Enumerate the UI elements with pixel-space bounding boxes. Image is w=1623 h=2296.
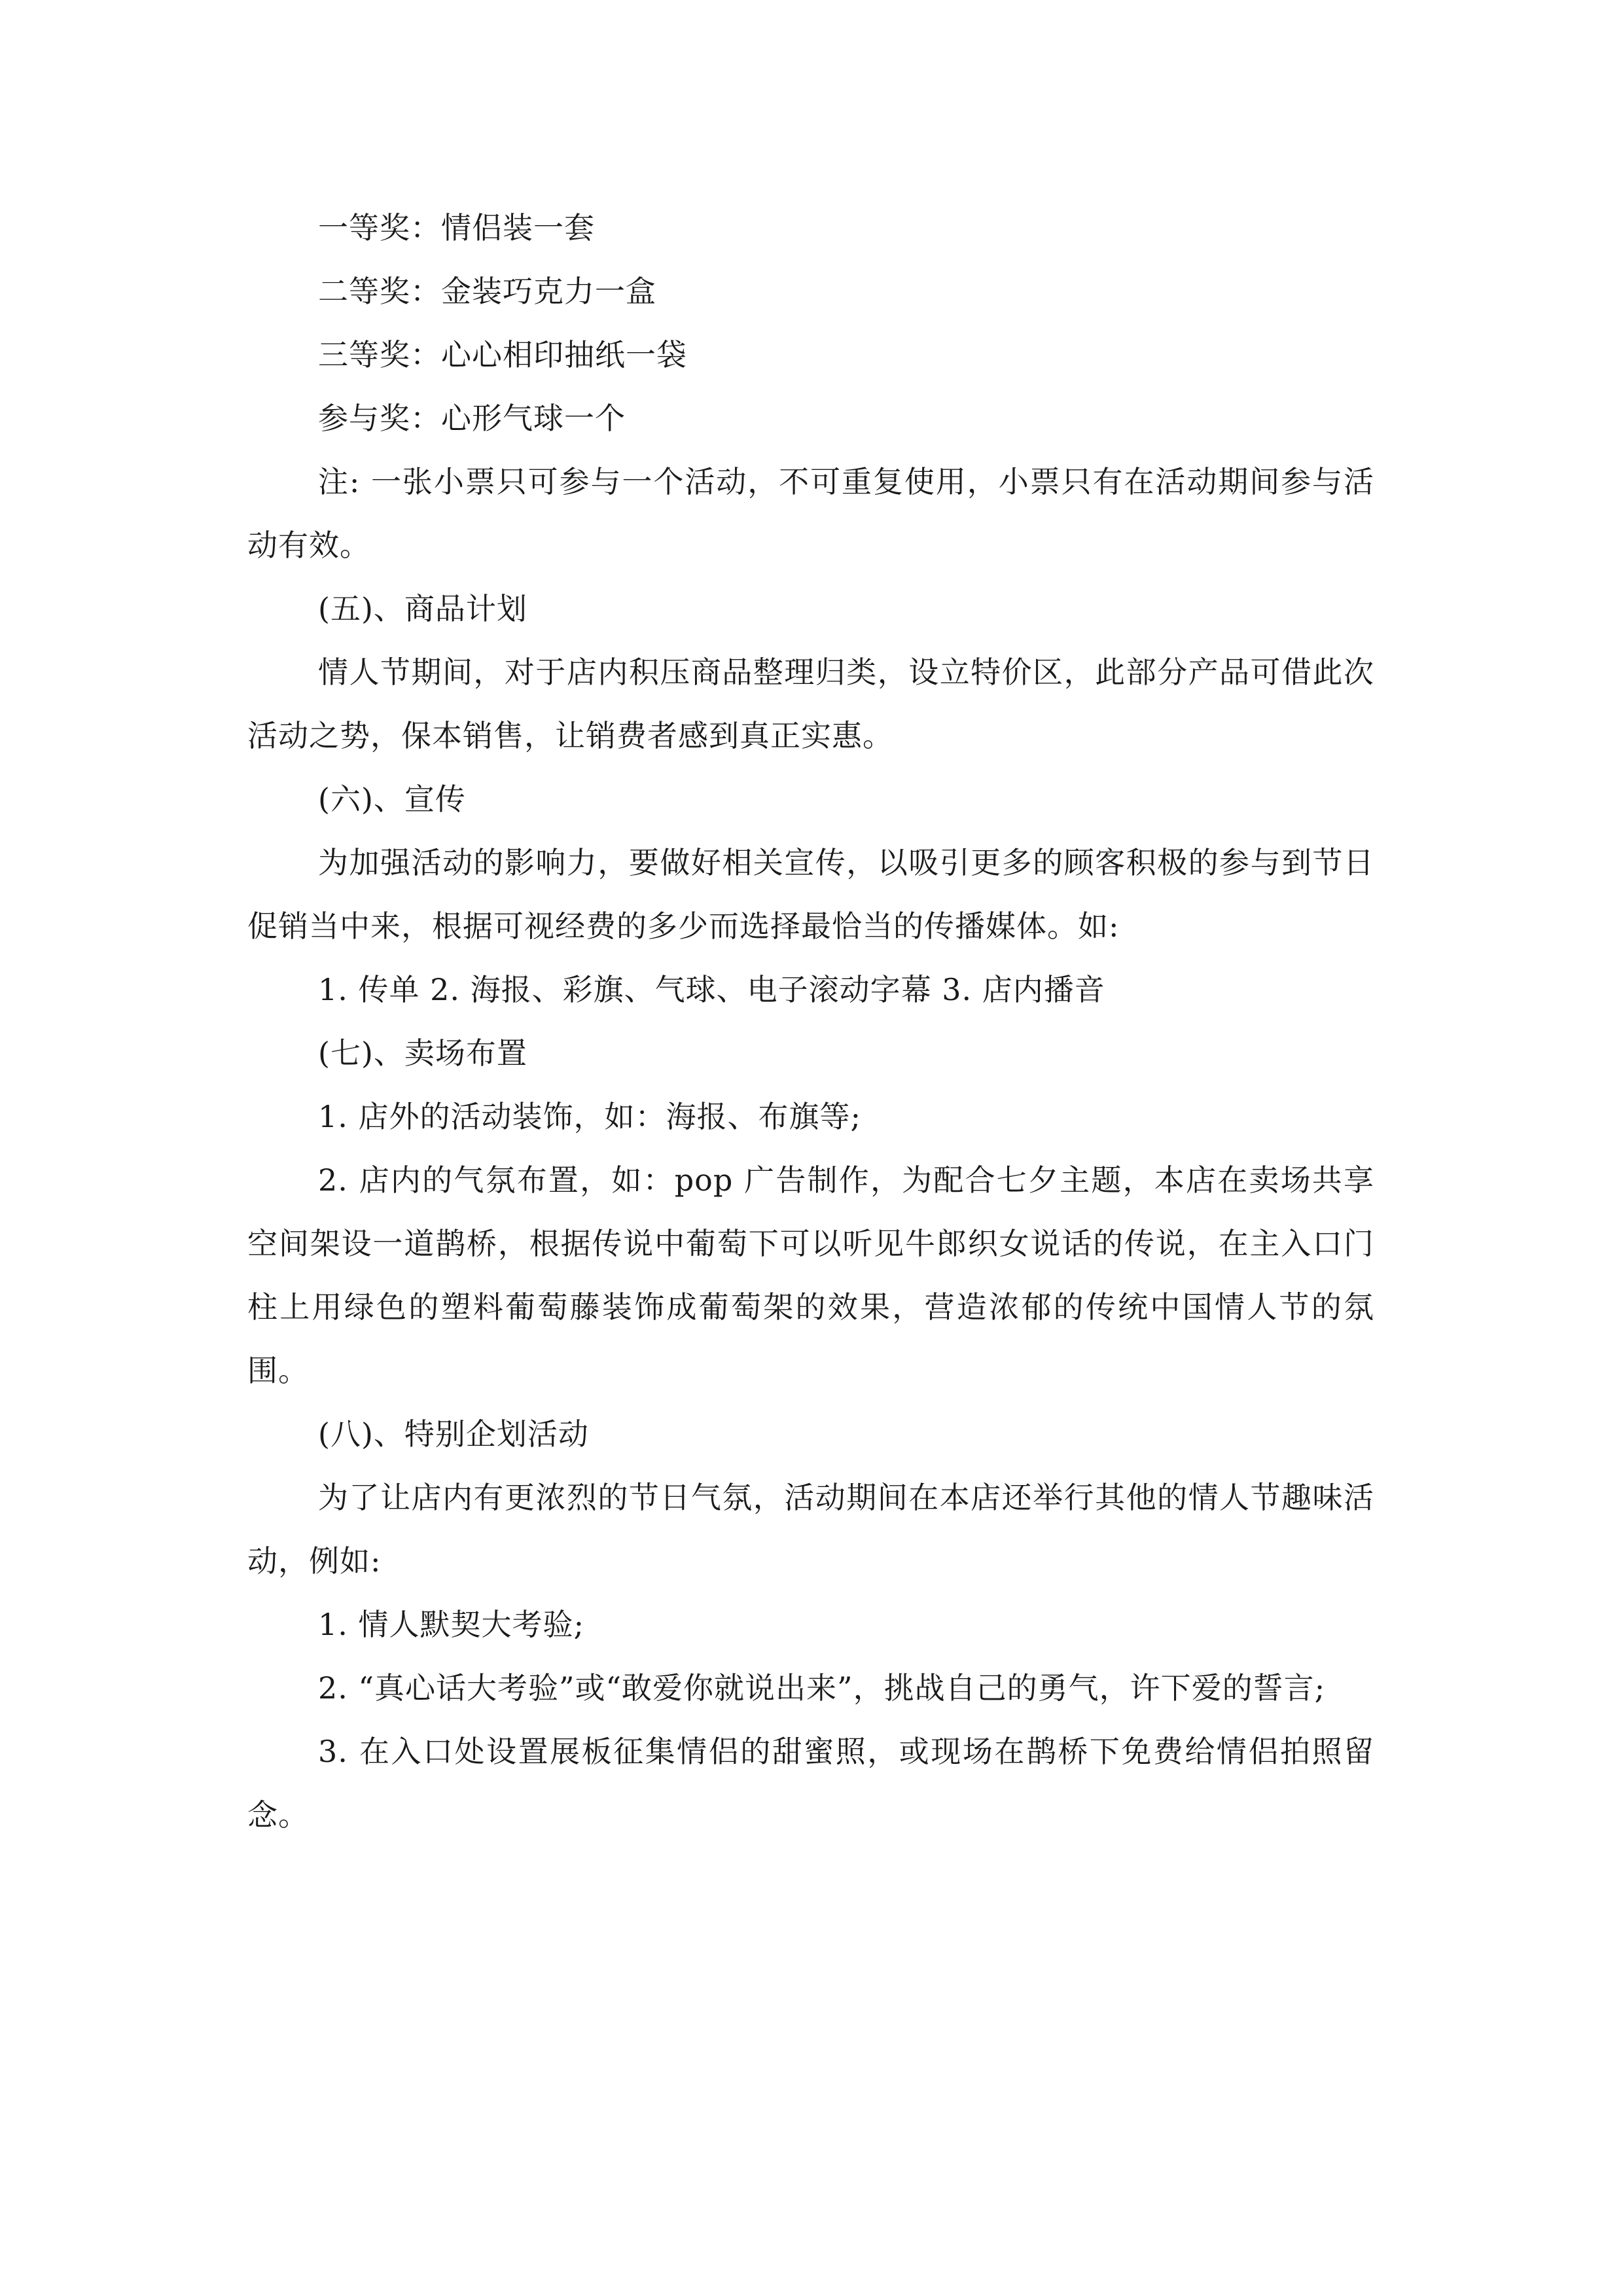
activity-item-2: 2. “真心话大考验”或“敢爱你就说出来”，挑战自己的勇气，许下爱的誓言; <box>318 1670 1326 1706</box>
merchandise-plan-text: 情人节期间，对于店内积压商品整理归类，设立特价区，此部分产品可借此次活动之势，保本销售，让销费者感到真正实惠。 <box>247 655 1374 753</box>
section-heading-5: (五)、商品计划 <box>318 591 527 626</box>
special-activities-intro: 为了让店内有更浓烈的节日气氛，活动期间在本店还举行其他的情人节趣味活动，例如: <box>247 1480 1374 1579</box>
activity-item-1: 1. 情人默契大考验; <box>318 1607 585 1642</box>
document-body <box>247 196 1374 1847</box>
promotion-media-list: 1. 传单 2. 海报、彩旗、气球、电子滚动字幕 3. 店内播音 <box>318 972 1105 1007</box>
activity-item-3: 3. 在入口处设置展板征集情侣的甜蜜照，或现场在鹊桥下免费给情侣拍照留念。 <box>247 1734 1374 1833</box>
section-heading-8: (八)、特别企划活动 <box>318 1416 589 1452</box>
section-heading-7: (七)、卖场布置 <box>318 1035 527 1071</box>
prize-participation: 参与奖：心形气球一个 <box>318 401 626 436</box>
store-outside-decoration: 1. 店外的活动装饰，如：海报、布旗等; <box>318 1099 862 1134</box>
prize-second: 二等奖：金装巧克力一盒 <box>318 274 656 309</box>
receipt-note: 注: 一张小票只可参与一个活动，不可重复使用，小票只有在活动期间参与活动有效。 <box>247 464 1374 563</box>
prize-third: 三等奖：心心相印抽纸一袋 <box>318 337 687 372</box>
promotion-text: 为加强活动的影响力，要做好相关宣传，以吸引更多的顾客积极的参与到节日促销当中来，根据可视经费的多少而选择最恰当的传播媒体。如: <box>247 845 1374 944</box>
prize-first: 一等奖：情侣装一套 <box>318 210 595 245</box>
store-inside-atmosphere: 2. 店内的气氛布置，如：pop 广告制作，为配合七夕主题，本店在卖场共享空间架设一道鹊桥，根据传说中葡萄下可以听见牛郎织女说话的传说，在主入口门柱上用绿色的塑料葡萄藤装饰成葡萄架的效果，营造浓郁的传统中国情人节的氛围。 <box>247 1162 1374 1388</box>
section-heading-6: (六)、宣传 <box>318 781 466 817</box>
